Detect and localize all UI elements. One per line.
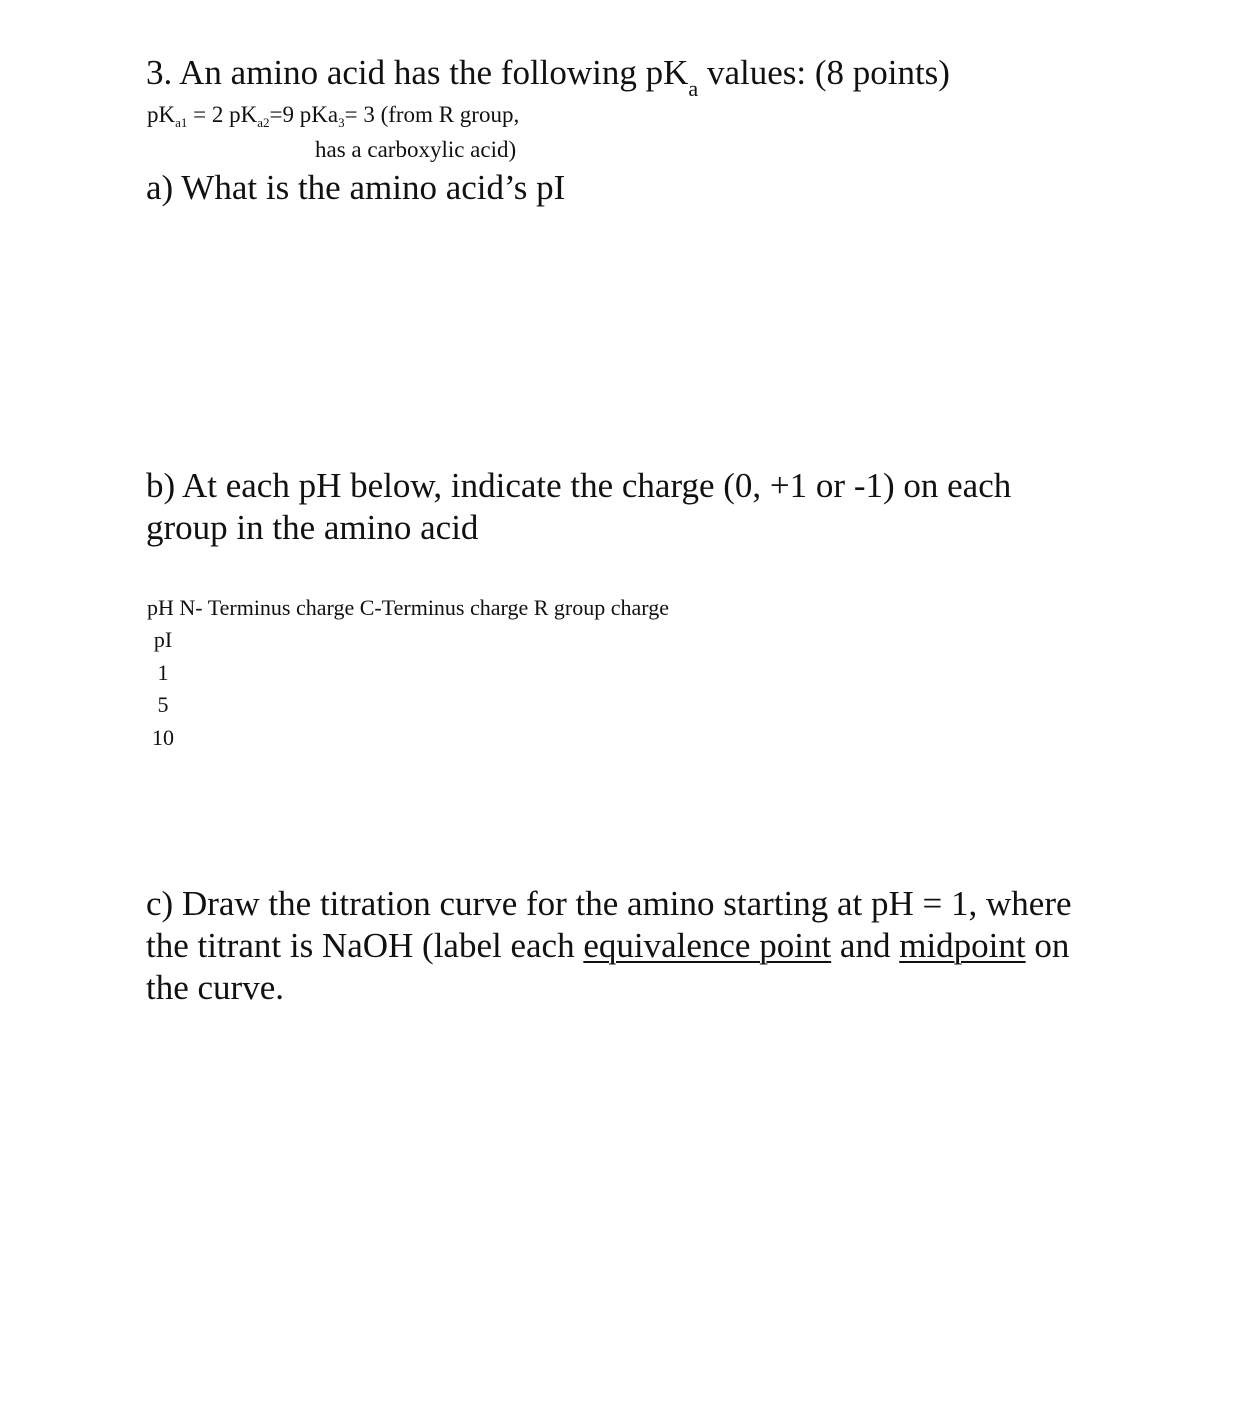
question-title-text: 3. An amino acid has the following pK [146,53,689,92]
table-row-ph: 5 [157,692,169,717]
equivalence-point-term: equivalence point [583,926,832,965]
pka-note: has a carboxylic acid) [315,137,517,162]
pka3-value: = 3 (from R group, [344,102,520,127]
table-row-ph: 10 [152,725,174,750]
pka1-value: = 2 [187,102,230,127]
header-n-terminus: N- Terminus charge [179,595,355,620]
charge-table-header [147,595,669,621]
header-r-group: R group charge [533,595,669,620]
header-ph: pH [147,595,174,620]
question-title [146,52,950,101]
question-title-suffix: values: (8 points) [698,53,950,92]
pka1-label: pK [147,102,176,127]
header-c-terminus: C-Terminus charge [359,595,529,620]
pka3-subscript: 3 [338,115,345,130]
pka3-label: pKa [299,102,339,127]
pka1-subscript: a1 [175,115,188,130]
midpoint-term: midpoint [899,926,1026,965]
pka2-subscript: a2 [257,115,270,130]
table-row-ph: pI [153,627,173,652]
part-b-question: b) At each pH below, indicate the charge (0, +1 or -1) on each group in the amino acid [146,466,1012,547]
part-c-text-3: on the curve. [146,926,1070,1007]
pka-values-line [147,101,519,129]
pka2-value: =9 [269,102,300,127]
question-title-subscript: a [688,76,699,101]
part-c-text-1: c) Draw the titration curve for the amino starting at pH = 1, where the titrant is NaOH (label each [146,884,1072,965]
pka2-label: pK [229,102,258,127]
part-a-question: a) What is the amino acid’s pI [146,168,566,207]
part-c-text-2: and [831,926,900,965]
table-row-ph: 1 [157,660,169,685]
part-c-question [146,883,1106,1009]
